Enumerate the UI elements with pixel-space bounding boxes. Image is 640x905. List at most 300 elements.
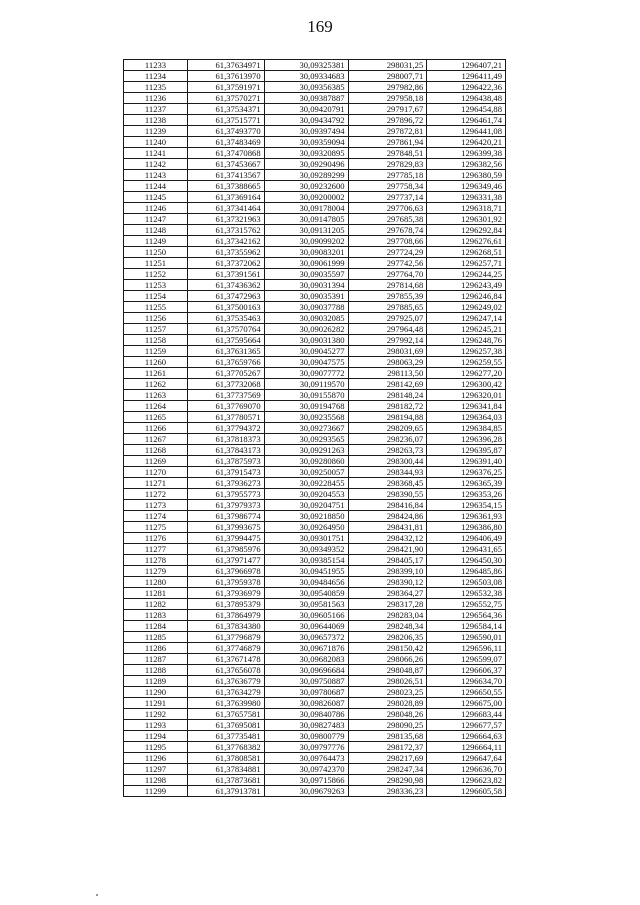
y-coordinate-cell: 1296353,26 (427, 489, 506, 500)
y-coordinate-cell: 1296292,84 (427, 225, 506, 236)
x-coordinate-cell: 298150,42 (348, 643, 427, 654)
y-coordinate-cell: 1296382,56 (427, 159, 506, 170)
longitude-cell: 30,09147805 (264, 214, 348, 225)
longitude-cell: 30,09077772 (264, 368, 348, 379)
y-coordinate-cell: 1296268,51 (427, 247, 506, 258)
table-row (124, 423, 506, 434)
point-number-cell: 11268 (124, 445, 188, 456)
latitude-cell: 61,37388665 (188, 181, 265, 192)
table-row (124, 665, 506, 676)
table-row (124, 71, 506, 82)
longitude-cell: 30,09671876 (264, 643, 348, 654)
x-coordinate-cell: 298247,34 (348, 764, 427, 775)
longitude-cell: 30,09780687 (264, 687, 348, 698)
point-number-cell: 11246 (124, 203, 188, 214)
point-number-cell: 11237 (124, 104, 188, 115)
table-row (124, 709, 506, 720)
y-coordinate-cell: 1296532,38 (427, 588, 506, 599)
x-coordinate-cell: 298263,73 (348, 445, 427, 456)
y-coordinate-cell: 1296396,28 (427, 434, 506, 445)
longitude-cell: 30,09325381 (264, 60, 348, 71)
table-row (124, 335, 506, 346)
table-row (124, 544, 506, 555)
y-coordinate-cell: 1296431,65 (427, 544, 506, 555)
latitude-cell: 61,37705267 (188, 368, 265, 379)
table-row (124, 731, 506, 742)
table-row (124, 379, 506, 390)
point-number-cell: 11245 (124, 192, 188, 203)
table-row (124, 566, 506, 577)
y-coordinate-cell: 1296384,85 (427, 423, 506, 434)
y-coordinate-cell: 1296450,30 (427, 555, 506, 566)
x-coordinate-cell: 298026,51 (348, 676, 427, 687)
longitude-cell: 30,09047575 (264, 357, 348, 368)
y-coordinate-cell: 1296248,76 (427, 335, 506, 346)
table-row (124, 126, 506, 137)
x-coordinate-cell: 297958,18 (348, 93, 427, 104)
point-number-cell: 11244 (124, 181, 188, 192)
page-number: 169 (307, 17, 333, 36)
x-coordinate-cell: 297706,63 (348, 203, 427, 214)
longitude-cell: 30,09540859 (264, 588, 348, 599)
x-coordinate-cell: 297814,68 (348, 280, 427, 291)
y-coordinate-cell: 1296664,63 (427, 731, 506, 742)
x-coordinate-cell: 298248,34 (348, 621, 427, 632)
longitude-cell: 30,09827483 (264, 720, 348, 731)
latitude-cell: 61,37639980 (188, 698, 265, 709)
table-row (124, 390, 506, 401)
table-row (124, 401, 506, 412)
latitude-cell: 61,37966978 (188, 566, 265, 577)
point-number-cell: 11286 (124, 643, 188, 654)
table-row (124, 511, 506, 522)
table-row (124, 203, 506, 214)
point-number-cell: 11293 (124, 720, 188, 731)
point-number-cell: 11253 (124, 280, 188, 291)
longitude-cell: 30,09764473 (264, 753, 348, 764)
longitude-cell: 30,09235568 (264, 412, 348, 423)
point-number-cell: 11239 (124, 126, 188, 137)
point-number-cell: 11299 (124, 786, 188, 797)
y-coordinate-cell: 1296386,80 (427, 522, 506, 533)
longitude-cell: 30,09178004 (264, 203, 348, 214)
y-coordinate-cell: 1296349,46 (427, 181, 506, 192)
y-coordinate-cell: 1296361,93 (427, 511, 506, 522)
latitude-cell: 61,37834380 (188, 621, 265, 632)
point-number-cell: 11296 (124, 753, 188, 764)
table-row (124, 258, 506, 269)
latitude-cell: 61,37570271 (188, 93, 265, 104)
point-number-cell: 11247 (124, 214, 188, 225)
x-coordinate-cell: 297982,86 (348, 82, 427, 93)
latitude-cell: 61,37732068 (188, 379, 265, 390)
x-coordinate-cell: 298236,07 (348, 434, 427, 445)
latitude-cell: 61,37895379 (188, 599, 265, 610)
table-row (124, 434, 506, 445)
y-coordinate-cell: 1296277,20 (427, 368, 506, 379)
x-coordinate-cell: 298336,23 (348, 786, 427, 797)
latitude-cell: 61,37993675 (188, 522, 265, 533)
longitude-cell: 30,09605166 (264, 610, 348, 621)
x-coordinate-cell: 298399,10 (348, 566, 427, 577)
longitude-cell: 30,09696684 (264, 665, 348, 676)
table-row (124, 775, 506, 786)
y-coordinate-cell: 1296301,92 (427, 214, 506, 225)
longitude-cell: 30,09797776 (264, 742, 348, 753)
latitude-cell: 61,37994475 (188, 533, 265, 544)
x-coordinate-cell: 297885,65 (348, 302, 427, 313)
x-coordinate-cell: 298113,50 (348, 368, 427, 379)
longitude-cell: 30,09359094 (264, 137, 348, 148)
table-row (124, 324, 506, 335)
table-row (124, 445, 506, 456)
x-coordinate-cell: 298031,25 (348, 60, 427, 71)
point-number-cell: 11258 (124, 335, 188, 346)
y-coordinate-cell: 1296420,21 (427, 137, 506, 148)
longitude-cell: 30,09119570 (264, 379, 348, 390)
x-coordinate-cell: 297917,67 (348, 104, 427, 115)
point-number-cell: 11255 (124, 302, 188, 313)
longitude-cell: 30,09204553 (264, 489, 348, 500)
point-number-cell: 11252 (124, 269, 188, 280)
x-coordinate-cell: 298090,25 (348, 720, 427, 731)
latitude-cell: 61,37659766 (188, 357, 265, 368)
table-row (124, 115, 506, 126)
table-row (124, 599, 506, 610)
point-number-cell: 11288 (124, 665, 188, 676)
point-number-cell: 11292 (124, 709, 188, 720)
y-coordinate-cell: 1296380,59 (427, 170, 506, 181)
latitude-cell: 61,37955773 (188, 489, 265, 500)
point-number-cell: 11289 (124, 676, 188, 687)
x-coordinate-cell: 297829,83 (348, 159, 427, 170)
table-row (124, 82, 506, 93)
table-row (124, 137, 506, 148)
longitude-cell: 30,09657372 (264, 632, 348, 643)
longitude-cell: 30,09099202 (264, 236, 348, 247)
y-coordinate-cell: 1296391,40 (427, 456, 506, 467)
x-coordinate-cell: 298421,90 (348, 544, 427, 555)
x-coordinate-cell: 298390,55 (348, 489, 427, 500)
y-coordinate-cell: 1296354,15 (427, 500, 506, 511)
x-coordinate-cell: 297708,66 (348, 236, 427, 247)
table-row (124, 698, 506, 709)
point-number-cell: 11251 (124, 258, 188, 269)
longitude-cell: 30,09131205 (264, 225, 348, 236)
table-row (124, 346, 506, 357)
y-coordinate-cell: 1296243,49 (427, 280, 506, 291)
point-number-cell: 11264 (124, 401, 188, 412)
point-number-cell: 11235 (124, 82, 188, 93)
latitude-cell: 61,37657581 (188, 709, 265, 720)
table-row (124, 687, 506, 698)
longitude-cell: 30,09273667 (264, 423, 348, 434)
table-row (124, 181, 506, 192)
latitude-cell: 61,37570764 (188, 324, 265, 335)
latitude-cell: 61,37372062 (188, 258, 265, 269)
point-number-cell: 11248 (124, 225, 188, 236)
longitude-cell: 30,09293565 (264, 434, 348, 445)
latitude-cell: 61,37369164 (188, 192, 265, 203)
x-coordinate-cell: 297848,51 (348, 148, 427, 159)
longitude-cell: 30,09032085 (264, 313, 348, 324)
x-coordinate-cell: 298416,84 (348, 500, 427, 511)
latitude-cell: 61,37515771 (188, 115, 265, 126)
table-row (124, 247, 506, 258)
y-coordinate-cell: 1296647,64 (427, 753, 506, 764)
longitude-cell: 30,09204751 (264, 500, 348, 511)
x-coordinate-cell: 298432,12 (348, 533, 427, 544)
y-coordinate-cell: 1296650,55 (427, 687, 506, 698)
table-row (124, 588, 506, 599)
point-number-cell: 11243 (124, 170, 188, 181)
scan-speck (96, 894, 98, 896)
latitude-cell: 61,37936979 (188, 588, 265, 599)
point-number-cell: 11287 (124, 654, 188, 665)
table-row (124, 412, 506, 423)
x-coordinate-cell: 297855,39 (348, 291, 427, 302)
longitude-cell: 30,09420791 (264, 104, 348, 115)
table-row (124, 676, 506, 687)
table-row (124, 555, 506, 566)
coordinates-table-body (124, 60, 506, 797)
y-coordinate-cell: 1296623,82 (427, 775, 506, 786)
table-row (124, 643, 506, 654)
y-coordinate-cell: 1296664,11 (427, 742, 506, 753)
latitude-cell: 61,37436362 (188, 280, 265, 291)
x-coordinate-cell: 297992,14 (348, 335, 427, 346)
latitude-cell: 61,37413567 (188, 170, 265, 181)
y-coordinate-cell: 1296300,42 (427, 379, 506, 390)
latitude-cell: 61,37808581 (188, 753, 265, 764)
latitude-cell: 61,37355962 (188, 247, 265, 258)
x-coordinate-cell: 298023,25 (348, 687, 427, 698)
table-row (124, 104, 506, 115)
longitude-cell: 30,09581563 (264, 599, 348, 610)
point-number-cell: 11250 (124, 247, 188, 258)
point-number-cell: 11242 (124, 159, 188, 170)
x-coordinate-cell: 298206,35 (348, 632, 427, 643)
point-number-cell: 11291 (124, 698, 188, 709)
latitude-cell: 61,37483469 (188, 137, 265, 148)
point-number-cell: 11254 (124, 291, 188, 302)
longitude-cell: 30,09035391 (264, 291, 348, 302)
point-number-cell: 11234 (124, 71, 188, 82)
latitude-cell: 61,37535463 (188, 313, 265, 324)
table-row (124, 456, 506, 467)
y-coordinate-cell: 1296599,07 (427, 654, 506, 665)
y-coordinate-cell: 1296249,02 (427, 302, 506, 313)
longitude-cell: 30,09155870 (264, 390, 348, 401)
table-row (124, 500, 506, 511)
table-row (124, 192, 506, 203)
x-coordinate-cell: 298172,37 (348, 742, 427, 753)
longitude-cell: 30,09434792 (264, 115, 348, 126)
longitude-cell: 30,09750887 (264, 676, 348, 687)
x-coordinate-cell: 298028,89 (348, 698, 427, 709)
latitude-cell: 61,37493770 (188, 126, 265, 137)
y-coordinate-cell: 1296675,00 (427, 698, 506, 709)
latitude-cell: 61,37875973 (188, 456, 265, 467)
table-row (124, 60, 506, 71)
table-row (124, 467, 506, 478)
latitude-cell: 61,37341464 (188, 203, 265, 214)
longitude-cell: 30,09200002 (264, 192, 348, 203)
longitude-cell: 30,09742370 (264, 764, 348, 775)
point-number-cell: 11256 (124, 313, 188, 324)
y-coordinate-cell: 1296247,14 (427, 313, 506, 324)
y-coordinate-cell: 1296503,08 (427, 577, 506, 588)
y-coordinate-cell: 1296441,08 (427, 126, 506, 137)
y-coordinate-cell: 1296406,49 (427, 533, 506, 544)
point-number-cell: 11260 (124, 357, 188, 368)
latitude-cell: 61,37873681 (188, 775, 265, 786)
table-row (124, 225, 506, 236)
latitude-cell: 61,37843173 (188, 445, 265, 456)
latitude-cell: 61,37342162 (188, 236, 265, 247)
table-row (124, 159, 506, 170)
longitude-cell: 30,09826087 (264, 698, 348, 709)
table-row (124, 478, 506, 489)
table-row (124, 742, 506, 753)
y-coordinate-cell: 1296596,11 (427, 643, 506, 654)
latitude-cell: 61,37818373 (188, 434, 265, 445)
longitude-cell: 30,09290496 (264, 159, 348, 170)
point-number-cell: 11257 (124, 324, 188, 335)
table-row (124, 357, 506, 368)
latitude-cell: 61,37656078 (188, 665, 265, 676)
y-coordinate-cell: 1296422,36 (427, 82, 506, 93)
y-coordinate-cell: 1296331,38 (427, 192, 506, 203)
point-number-cell: 11275 (124, 522, 188, 533)
y-coordinate-cell: 1296411,49 (427, 71, 506, 82)
y-coordinate-cell: 1296341,84 (427, 401, 506, 412)
y-coordinate-cell: 1296606,37 (427, 665, 506, 676)
point-number-cell: 11284 (124, 621, 188, 632)
y-coordinate-cell: 1296590,01 (427, 632, 506, 643)
y-coordinate-cell: 1296257,38 (427, 346, 506, 357)
y-coordinate-cell: 1296438,48 (427, 93, 506, 104)
latitude-cell: 61,37472963 (188, 291, 265, 302)
latitude-cell: 61,37913781 (188, 786, 265, 797)
latitude-cell: 61,37834881 (188, 764, 265, 775)
y-coordinate-cell: 1296399,38 (427, 148, 506, 159)
x-coordinate-cell: 297861,94 (348, 137, 427, 148)
table-row (124, 368, 506, 379)
latitude-cell: 61,37796879 (188, 632, 265, 643)
x-coordinate-cell: 298148,24 (348, 390, 427, 401)
point-number-cell: 11233 (124, 60, 188, 71)
table-row (124, 786, 506, 797)
latitude-cell: 61,37595664 (188, 335, 265, 346)
y-coordinate-cell: 1296276,61 (427, 236, 506, 247)
table-row (124, 654, 506, 665)
table-row (124, 632, 506, 643)
point-number-cell: 11241 (124, 148, 188, 159)
x-coordinate-cell: 297764,70 (348, 269, 427, 280)
point-number-cell: 11238 (124, 115, 188, 126)
latitude-cell: 61,37591971 (188, 82, 265, 93)
point-number-cell: 11281 (124, 588, 188, 599)
point-number-cell: 11236 (124, 93, 188, 104)
x-coordinate-cell: 297896,72 (348, 115, 427, 126)
x-coordinate-cell: 298431,81 (348, 522, 427, 533)
x-coordinate-cell: 297785,18 (348, 170, 427, 181)
longitude-cell: 30,09037788 (264, 302, 348, 313)
latitude-cell: 61,37985976 (188, 544, 265, 555)
longitude-cell: 30,09800779 (264, 731, 348, 742)
coordinates-table (123, 59, 506, 797)
y-coordinate-cell: 1296636,70 (427, 764, 506, 775)
x-coordinate-cell: 298390,12 (348, 577, 427, 588)
longitude-cell: 30,09250057 (264, 467, 348, 478)
point-number-cell: 11277 (124, 544, 188, 555)
point-number-cell: 11265 (124, 412, 188, 423)
longitude-cell: 30,09228455 (264, 478, 348, 489)
point-number-cell: 11285 (124, 632, 188, 643)
x-coordinate-cell: 298364,27 (348, 588, 427, 599)
longitude-cell: 30,09451955 (264, 566, 348, 577)
longitude-cell: 30,09484656 (264, 577, 348, 588)
x-coordinate-cell: 298142,69 (348, 379, 427, 390)
longitude-cell: 30,09679263 (264, 786, 348, 797)
point-number-cell: 11259 (124, 346, 188, 357)
table-row (124, 280, 506, 291)
y-coordinate-cell: 1296634,70 (427, 676, 506, 687)
point-number-cell: 11261 (124, 368, 188, 379)
longitude-cell: 30,09035597 (264, 269, 348, 280)
longitude-cell: 30,09291263 (264, 445, 348, 456)
y-coordinate-cell: 1296244,25 (427, 269, 506, 280)
longitude-cell: 30,09083201 (264, 247, 348, 258)
table-row (124, 148, 506, 159)
x-coordinate-cell: 297758,34 (348, 181, 427, 192)
table-row (124, 621, 506, 632)
latitude-cell: 61,37971477 (188, 555, 265, 566)
longitude-cell: 30,09218850 (264, 511, 348, 522)
table-row (124, 269, 506, 280)
x-coordinate-cell: 298217,69 (348, 753, 427, 764)
latitude-cell: 61,37534371 (188, 104, 265, 115)
latitude-cell: 61,37453667 (188, 159, 265, 170)
x-coordinate-cell: 298007,71 (348, 71, 427, 82)
x-coordinate-cell: 298424,86 (348, 511, 427, 522)
latitude-cell: 61,37500163 (188, 302, 265, 313)
longitude-cell: 30,09264950 (264, 522, 348, 533)
x-coordinate-cell: 298209,65 (348, 423, 427, 434)
longitude-cell: 30,09397494 (264, 126, 348, 137)
y-coordinate-cell: 1296318,71 (427, 203, 506, 214)
point-number-cell: 11271 (124, 478, 188, 489)
longitude-cell: 30,09280860 (264, 456, 348, 467)
y-coordinate-cell: 1296677,57 (427, 720, 506, 731)
table-row (124, 522, 506, 533)
longitude-cell: 30,09232600 (264, 181, 348, 192)
y-coordinate-cell: 1296564,36 (427, 610, 506, 621)
table-row (124, 302, 506, 313)
x-coordinate-cell: 297685,38 (348, 214, 427, 225)
latitude-cell: 61,37695081 (188, 720, 265, 731)
point-number-cell: 11272 (124, 489, 188, 500)
x-coordinate-cell: 298135,68 (348, 731, 427, 742)
y-coordinate-cell: 1296245,21 (427, 324, 506, 335)
x-coordinate-cell: 298031,69 (348, 346, 427, 357)
longitude-cell: 30,09356385 (264, 82, 348, 93)
longitude-cell: 30,09644069 (264, 621, 348, 632)
table-row (124, 720, 506, 731)
y-coordinate-cell: 1296376,25 (427, 467, 506, 478)
point-number-cell: 11283 (124, 610, 188, 621)
